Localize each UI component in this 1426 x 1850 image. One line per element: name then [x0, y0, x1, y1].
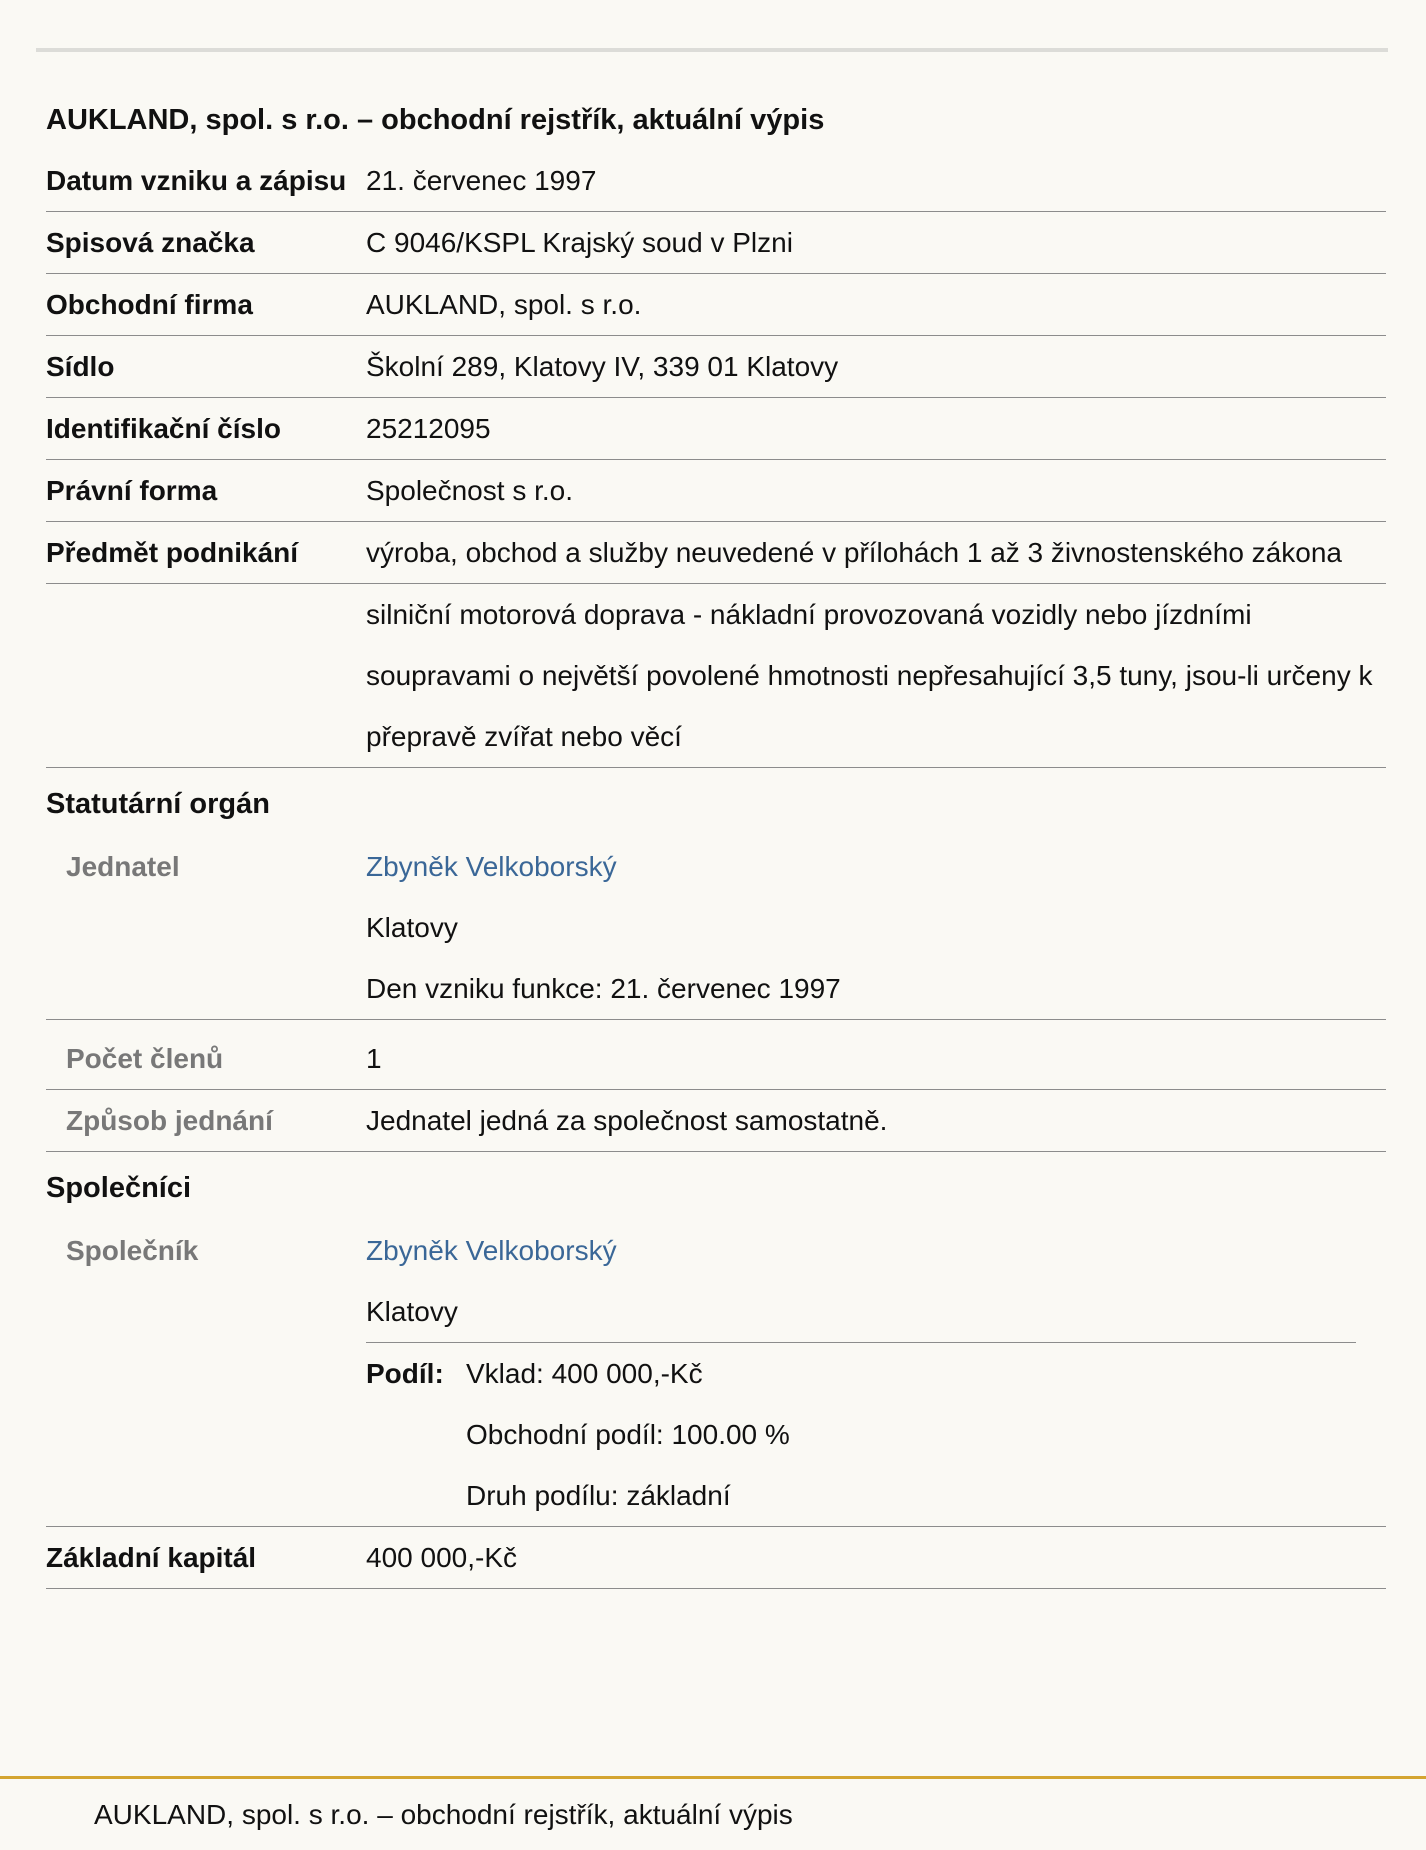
row-acting-method: [46, 1090, 1386, 1152]
row-partner: [46, 1220, 1386, 1527]
partner-name-link[interactable]: Zbyněk Velkoborský: [366, 1235, 617, 1266]
label-founding-date: Datum vzniku a zápisu: [46, 165, 347, 196]
label-member-count: Počet členů: [66, 1043, 224, 1074]
row-business-activity-2: [46, 584, 1386, 768]
partner-details: [366, 1220, 1386, 1526]
row-registered-capital: [46, 1527, 1386, 1589]
executive-name-link[interactable]: Zbyněk Velkoborský: [366, 851, 617, 882]
label-business-activity: Předmět podnikání: [46, 537, 299, 568]
footer-divider: [0, 1776, 1426, 1779]
value-business-activity: výroba, obchod a služby neuvedené v přílohách 1 až 3 živnostenského zákona: [366, 537, 1342, 568]
share-type: Druh podílu: základní: [466, 1480, 731, 1511]
share-deposit: Vklad: 400 000,-Kč: [466, 1358, 703, 1389]
row-address: [46, 336, 1386, 398]
label-id-number: Identifikační číslo: [46, 413, 281, 444]
row-business-activity: [46, 522, 1386, 584]
value-registered-capital: 400 000,-Kč: [366, 1542, 517, 1573]
value-address: Školní 289, Klatovy IV, 339 01 Klatovy: [366, 351, 839, 382]
value-file-number: C 9046/KSPL Krajský soud v Plzni: [366, 227, 793, 258]
label-partner: Společník: [66, 1235, 199, 1266]
label-address: Sídlo: [46, 351, 115, 382]
executive-function-start: Den vzniku funkce: 21. červenec 1997: [366, 973, 841, 1004]
executive-city: Klatovy: [366, 912, 458, 943]
share-values: [466, 1343, 1356, 1526]
row-founding-date: [46, 150, 1386, 212]
partner-share: [366, 1342, 1356, 1526]
label-business-name: Obchodní firma: [46, 289, 253, 320]
label-registered-capital: Základní kapitál: [46, 1542, 257, 1573]
partner-city: Klatovy: [366, 1296, 458, 1327]
row-business-name: [46, 274, 1386, 336]
label-executive: Jednatel: [66, 851, 180, 882]
row-file-number: [46, 212, 1386, 274]
row-legal-form: [46, 460, 1386, 522]
row-id-number: [46, 398, 1386, 460]
registry-extract: [46, 90, 1386, 1589]
share-label: Podíl:: [366, 1358, 444, 1389]
partners-heading: Společníci: [46, 1172, 192, 1204]
document-title: AUKLAND, spol. s r.o. – obchodní rejstřík, aktuální výpis: [46, 104, 825, 136]
value-legal-form: Společnost s r.o.: [366, 475, 574, 506]
value-business-activity-2: silniční motorová doprava - nákladní provozovaná vozidly nebo jízdními soupravami o největší povolené hmotnosti nepřesahující 3,5 tuny, jsou-li určeny k přepravě zvířat nebo věcí: [366, 599, 1373, 752]
value-id-number: 25212095: [366, 413, 491, 444]
row-executive: [46, 836, 1386, 1020]
value-acting-method: Jednatel jedná za společnost samostatně.: [366, 1105, 888, 1136]
executive-details: [366, 836, 1386, 1019]
label-legal-form: Právní forma: [46, 475, 218, 506]
label-acting-method: Způsob jednání: [66, 1105, 273, 1136]
share-business-share: Obchodní podíl: 100.00 %: [466, 1419, 790, 1450]
footer-title: AUKLAND, spol. s r.o. – obchodní rejstřík, aktuální výpis: [94, 1799, 793, 1830]
label-business-activity-2: [46, 584, 366, 767]
row-member-count: [46, 1020, 1386, 1090]
statutory-heading: Statutární orgán: [46, 788, 270, 820]
value-member-count: 1: [366, 1043, 382, 1074]
value-founding-date: 21. červenec 1997: [366, 165, 597, 196]
top-divider: [36, 48, 1388, 52]
value-business-name: AUKLAND, spol. s r.o.: [366, 289, 642, 320]
label-file-number: Spisová značka: [46, 227, 255, 258]
